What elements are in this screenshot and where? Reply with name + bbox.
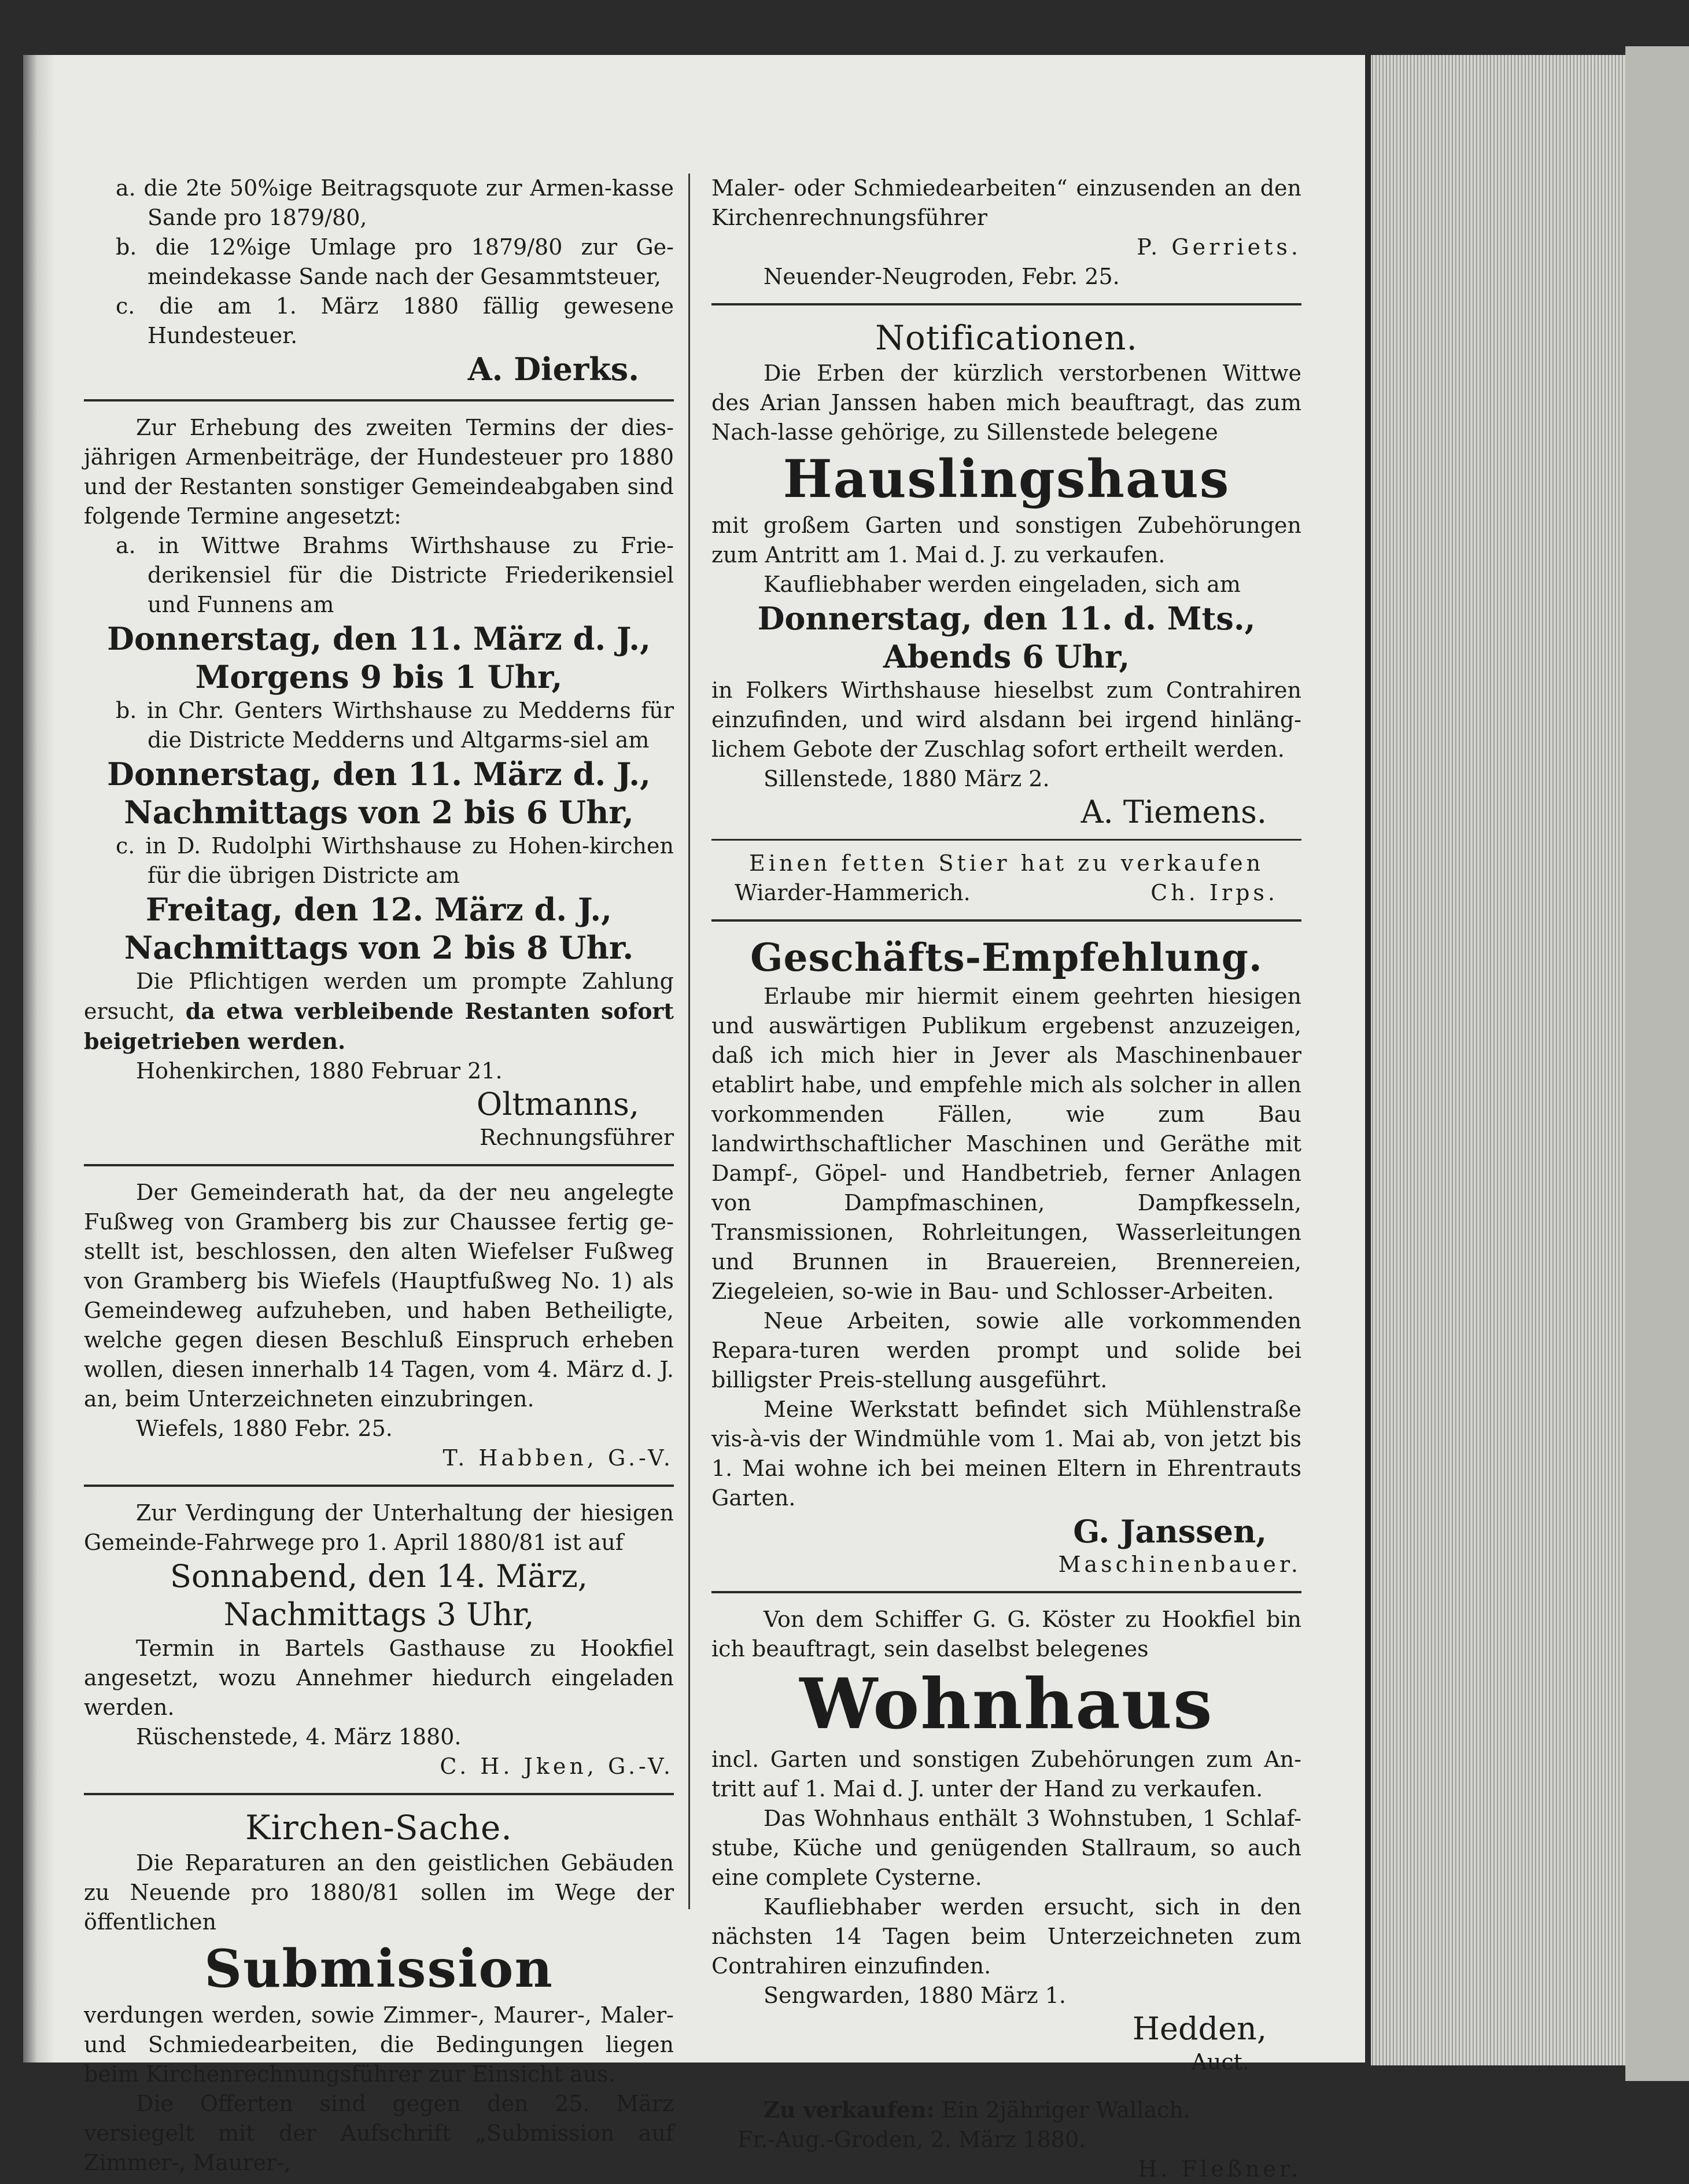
place: Wiarder-Hammerich. <box>735 880 971 905</box>
book-gutter <box>23 55 55 2063</box>
signature-role: Auct. <box>1191 2049 1249 2075</box>
notice-text: Erlaube mir hiermit einem geehrten hiesigen und auswärtigen Publikum ergebenst anzuzeigen, daß ich mich hier in Jever als Maschinenbauer etablirt habe, und empfehle mich als solcher in allen vorkommenden Fällen, wie zum Bau landwirthschaftlicher Maschinen und Geräthe mit Dampf-, Göpel- und Handbetrieb, ferner Anlagen von Dampfmaschinen, Dampfkesseln, Transmissionen, Rohrleitungen, Wasserleitungen und Brunnen in Brauereien, Brennereien, Ziegeleien, so-wie in Bau- und Schlosser-Arbeiten. <box>711 984 1301 1304</box>
notice-hedden <box>711 1605 1301 2077</box>
note-text: Die Pflichtigen werden um prompte Zahlung ersucht, <box>84 968 674 1024</box>
signature: Oltmanns, <box>476 1086 639 1122</box>
section-heading: Notificationen. <box>875 318 1138 358</box>
notice-text: Der Gemeinderath hat, da der neu angelegte Fußweg von Gramberg bis zur Chaussee fertig ge-stellt ist, beschlossen, den alten Wiefelser Fußweg von Gramberg bis Wiefels (Hauptfußweg No. 1) als Gemeindeweg aufzuheben, und haben Betheiligte, welche gegen diesen Beschluß Einspruch erheben wollen, diesen innerhalb 14 Tagen, vom 4. März d. J. an, beim Unterzeichneten einzubringen. <box>84 1180 674 1412</box>
notice-dierks <box>84 174 674 388</box>
section-rule <box>711 303 1301 305</box>
section-rule <box>711 2085 1301 2087</box>
section-rule <box>711 1591 1301 1593</box>
signature-role: Maschinenbauer. <box>1058 1552 1301 1577</box>
left-column <box>84 174 674 2178</box>
notice-gerriets <box>711 174 1301 292</box>
signature: A. Dierks. <box>467 351 639 388</box>
signature: A. Tiemens. <box>1080 794 1267 830</box>
time-line: Abends 6 Uhr, <box>883 638 1130 675</box>
time-line: Nachmittags 3 Uhr, <box>223 1596 534 1633</box>
book-page-edges <box>1371 55 1637 2065</box>
notice-item: b. die 12%ige Umlage pro 1879/80 zur Ge-meindekasse Sande nach der Gesammtsteuer, <box>116 234 674 289</box>
headline-word: Submission <box>204 1938 554 1999</box>
notice-oltmanns <box>84 413 674 1152</box>
section-rule <box>84 1485 674 1487</box>
notice-intro: Zur Erhebung des zweiten Termins der dies-jährigen Armenbeiträge, der Hundesteuer pro 1880 und der Restanten sonstiger Gemeindeabgaben sind folgende Termine angesetzt: <box>84 415 674 529</box>
notice-text: Meine Werkstatt befindet sich Mühlenstraße vis-à-vis der Windmühle vom 1. Mai ab, von jetzt bis 1. Mai wohne ich bei meinen Eltern in Ehrentrauts Garten. <box>711 1397 1301 1511</box>
notice-item: a. in Wittwe Brahms Wirthshause zu Frie-derikensiel für die Districte Friederikensiel und Funnens am <box>116 533 674 617</box>
note-bold: da etwa verbleibende Restanten sofort beigetrieben werden. <box>84 998 674 1054</box>
place-date: Sillenstede, 1880 März 2. <box>764 766 1050 791</box>
signature: G. Janssen, <box>1073 1513 1267 1550</box>
date-line: Freitag, den 12. März d. J., <box>146 891 612 928</box>
notice-text: Kaufliebhaber werden ersucht, sich in den nächsten 14 Tagen beim Unterzeichneten zum Contrahiren einzufinden. <box>711 1894 1301 1979</box>
notice-text: Maler- oder Schmiedearbeiten“ einzusenden an den Kirchenrechnungsführer <box>711 175 1301 230</box>
time-line: Morgens 9 bis 1 Uhr, <box>195 658 563 695</box>
notice-text: Termin in Bartels Gasthause zu Hookfiel angesetzt, wozu Annehmer hiedurch eingeladen werden. <box>84 1636 674 1720</box>
notice-text: Die Reparaturen an den geistlichen Gebäuden zu Neuende pro 1880/81 sollen im Wege der öffentlichen <box>84 1850 674 1935</box>
notice-text: Kaufliebhaber werden eingeladen, sich am <box>764 572 1241 597</box>
notice-item: a. die 2te 50%ige Beitragsquote zur Armen-kasse Sande pro 1879/80, <box>116 175 674 230</box>
signature: H. Fleßner. <box>1138 2156 1301 2182</box>
section-rule <box>84 1164 674 1166</box>
section-rule <box>84 399 674 402</box>
time-line: Nachmittags von 2 bis 8 Uhr. <box>124 929 634 966</box>
signature: P. Gerriets. <box>1137 234 1301 260</box>
place-date: Neuender-Neugroden, Febr. 25. <box>764 264 1120 289</box>
place-date: Rüschenstede, 4. März 1880. <box>136 1724 462 1750</box>
notice-irps <box>711 849 1301 908</box>
right-column <box>711 174 1301 2184</box>
notice-flessner <box>711 2095 1301 2184</box>
notice-item: b. in Chr. Genters Wirthshause zu Medderns für die Districte Medderns und Altgarms-siel am <box>116 698 674 753</box>
headline-word: Wohnhaus <box>799 1663 1214 1745</box>
book-cover-edge <box>1625 46 1689 2081</box>
section-heading: Kirchen-Sache. <box>245 1808 512 1847</box>
notice-text <box>711 2095 1301 2125</box>
section-rule <box>711 919 1301 922</box>
notice-text: Die Erben der kürzlich verstorbenen Wittwe des Arian Janssen haben mich beauftragt, das zum Nach-lasse gehörige, zu Sillenstede belegene <box>711 360 1301 445</box>
notice-text: Das Wohnhaus enthält 3 Wohnstuben, 1 Schlaf-stube, Küche und genügenden Stallraum, so auch eine complete Cysterne. <box>711 1806 1301 1890</box>
sale-label: Zu verkaufen: <box>764 2097 935 2123</box>
date-line: Donnerstag, den 11. März d. J., <box>107 756 651 793</box>
place-date: Sengwarden, 1880 März 1. <box>764 1983 1066 2008</box>
notice-text: verdungen werden, sowie Zimmer-, Maurer-, Maler- und Schmiedearbeiten, die Bedingungen liegen beim Kirchenrechnungsführer zur Einsicht aus. <box>84 2002 674 2087</box>
notice-text: incl. Garten und sonstigen Zubehörungen zum An-tritt auf 1. Mai d. J. unter der Hand zu verkaufen. <box>711 1747 1301 1802</box>
notice-kirchen <box>84 1807 674 2178</box>
place-date: Fr.-Aug.-Groden, 2. März 1880. <box>737 2127 1086 2152</box>
notice-text: Einen fetten Stier hat zu verkaufen <box>748 850 1264 876</box>
notice-note <box>84 967 674 1056</box>
notice-tiemens <box>711 317 1301 831</box>
section-rule <box>84 1793 674 1795</box>
notice-janssen <box>711 933 1301 1579</box>
notice-text: mit großem Garten und sonstigen Zubehörungen zum Antritt am 1. Mai d. J. zu verkaufen. <box>711 513 1301 568</box>
signature: C. H. Jken, G.-V. <box>440 1754 674 1779</box>
place-date: Wiefels, 1880 Febr. 25. <box>136 1416 393 1441</box>
signature: Ch. Irps. <box>1150 880 1278 905</box>
notice-text: in Folkers Wirthshause hieselbst zum Contrahiren einzufinden, und wird alsdann bei irgend hinläng-lichem Gebote der Zuschlag sofort ertheilt werden. <box>711 677 1301 762</box>
sale-text: Ein 2jähriger Wallach. <box>941 2097 1190 2123</box>
notice-text: Von dem Schiffer G. G. Köster zu Hookfiel bin ich beauftragt, sein daselbst belegenes <box>711 1607 1301 1662</box>
notice-intro: Zur Verdingung der Unterhaltung der hiesigen Gemeinde-Fahrwege pro 1. April 1880/81 ist auf <box>84 1500 674 1555</box>
signature-role: Rechnungsführer <box>480 1125 674 1150</box>
notice-text: Neue Arbeiten, sowie alle vorkommenden Repara-turen werden prompt und solide bei billigster Preis-stellung ausgeführt. <box>711 1308 1301 1393</box>
date-line: Sonnabend, den 14. März, <box>170 1558 588 1594</box>
time-line: Nachmittags von 2 bis 6 Uhr, <box>124 794 634 831</box>
place-signature-line <box>711 878 1301 908</box>
date-line: Donnerstag, den 11. d. Mts., <box>757 600 1256 637</box>
date-line: Donnerstag, den 11. März d. J., <box>107 620 651 657</box>
notice-jken <box>84 1498 674 1781</box>
notice-item: c. die am 1. März 1880 fällig gewesene Hundesteuer. <box>116 293 674 348</box>
column-divider <box>688 174 690 1909</box>
headline-word: Hauslingshaus <box>783 448 1230 510</box>
notice-text: Die Offerten sind gegen den 25. März versiegelt mit der Aufschrift „Submission auf Zimmer-, Maurer-, <box>84 2091 674 2175</box>
notice-habben <box>84 1178 674 1473</box>
section-heading: Geschäfts-Empfehlung. <box>750 935 1263 980</box>
signature: T. Habben, G.-V. <box>442 1445 674 1471</box>
notice-item: c. in D. Rudolphi Wirthshause zu Hohen-kirchen für die übrigen Districte am <box>116 833 674 888</box>
section-rule <box>711 839 1301 841</box>
place-date: Hohenkirchen, 1880 Februar 21. <box>136 1058 503 1084</box>
signature: Hedden, <box>1132 2010 1267 2047</box>
